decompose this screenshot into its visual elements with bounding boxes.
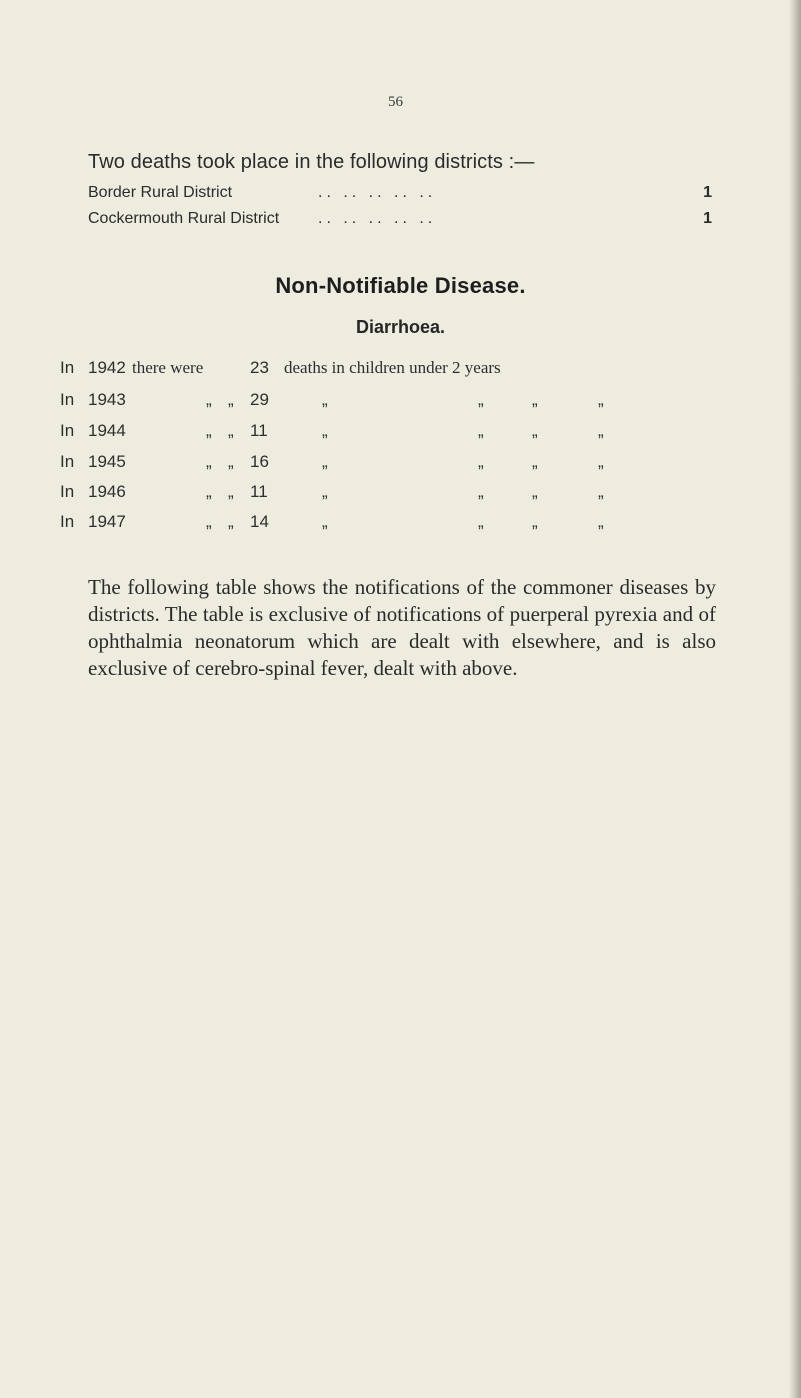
row-count: 23 [250,358,269,377]
ditto-mark: „ [532,390,538,409]
row-in: In [60,452,75,471]
row-year: 1942 [88,358,126,377]
ditto-mark: „ [532,512,538,531]
district-deaths: 1 [703,184,712,201]
ditto-mark: „ [322,421,328,440]
ditto-mark: „ [322,482,328,501]
row-count: 16 [250,452,269,471]
row-in: In [60,512,75,531]
ditto-mark: „ [532,482,538,501]
row-count: 29 [250,390,269,409]
ditto-mark: „ [598,452,604,471]
row-year: 1943 [88,390,126,409]
row-year: 1946 [88,482,126,501]
body-paragraph: The following table shows the notifications of the commoner diseases by districts. The table is exclusive of notifications of puerperal pyrexia and of ophthalmia neonatorum which are dealt with elsewhere, and is also exclusive of cerebro-spinal fever, dealt with above. [88,575,716,680]
ditto-mark: „ [322,512,328,531]
row-year: 1944 [88,421,126,440]
ditto-mark: „ [206,452,212,471]
district-name: Border Rural District [88,184,233,201]
row-count: 14 [250,512,269,531]
ditto-mark: „ [598,512,604,531]
ditto-mark: „ [532,452,538,471]
ditto-mark: „ [206,512,212,531]
dot-leader: .. .. .. .. .. [318,184,437,201]
row-in: In [60,421,75,440]
district-deaths: 1 [703,210,712,227]
ditto-mark: „ [478,421,484,440]
page-edge-shadow [789,0,801,1398]
row-in: In [60,482,75,501]
district-name: Cockermouth Rural District [88,210,280,227]
ditto-mark: „ [478,512,484,531]
row-phrase: there were [132,358,204,377]
section-heading: Non-Notifiable Disease. [275,273,526,298]
ditto-mark: „ [478,482,484,501]
ditto-mark: „ [598,390,604,409]
page-number: 56 [388,94,403,110]
ditto-mark: „ [228,452,234,471]
dot-leader: .. .. .. .. .. [318,210,437,227]
ditto-mark: „ [228,482,234,501]
intro-sentence: Two deaths took place in the following districts :— [88,151,535,173]
ditto-mark: „ [206,421,212,440]
ditto-mark: „ [206,482,212,501]
sub-heading: Diarrhoea. [355,317,446,337]
ditto-mark: „ [598,482,604,501]
ditto-mark: „ [322,452,328,471]
row-in: In [60,358,75,377]
row-year: 1947 [88,512,126,531]
ditto-mark: „ [228,421,234,440]
ditto-mark: „ [228,512,234,531]
row-count: 11 [250,421,268,440]
ditto-mark: „ [478,452,484,471]
district-row [88,210,712,232]
ditto-mark: „ [322,390,328,409]
row-rest: deaths in children under 2 years [284,358,501,377]
row-year: 1945 [88,452,126,471]
row-in: In [60,390,75,409]
row-count: 11 [250,482,268,501]
district-row [88,184,712,206]
ditto-mark: „ [598,421,604,440]
ditto-mark: „ [532,421,538,440]
ditto-mark: „ [206,390,212,409]
ditto-mark: „ [228,390,234,409]
ditto-mark: „ [478,390,484,409]
